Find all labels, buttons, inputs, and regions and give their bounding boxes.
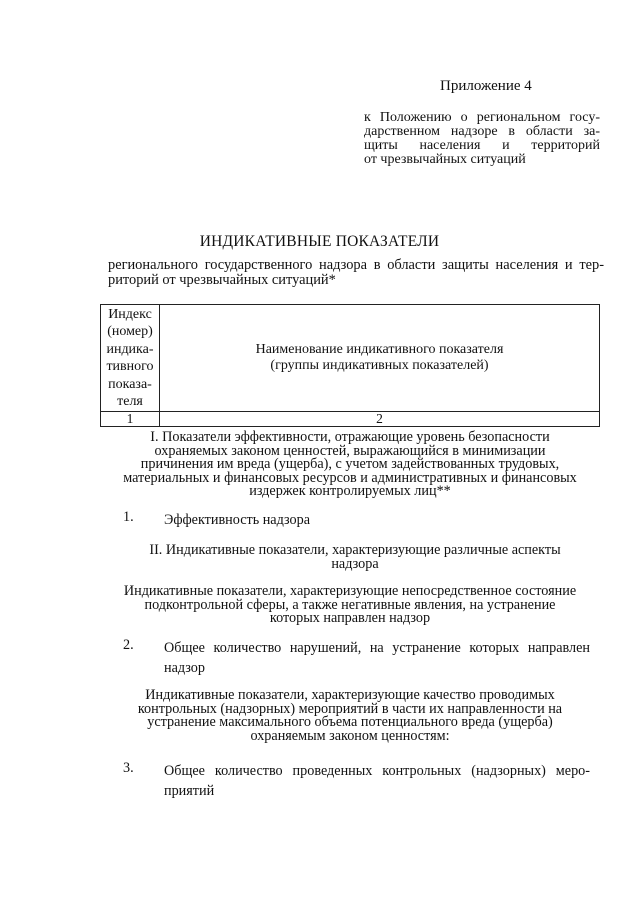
item-number: 3. xyxy=(123,760,134,776)
heading-line: материальных и финансовых ресурсов и административных и финансовых xyxy=(123,469,577,486)
item-number: 2. xyxy=(123,637,134,653)
heading-line: издержек контролируемых лиц** xyxy=(249,483,451,499)
document-title: ИНДИКАТИВНЫЕ ПОКАЗАТЕЛИ xyxy=(199,233,440,250)
column-number-1: 1 xyxy=(101,412,160,427)
header-line: показа- xyxy=(108,376,152,392)
item-text xyxy=(164,510,590,530)
subtitle-line: риторий от чрезвычайных ситуаций* xyxy=(108,272,336,288)
header-line: теля xyxy=(117,394,143,409)
heading-line: которых направлен надзор xyxy=(269,610,431,626)
heading-line: Индикативные показатели, характеризующие непосредственное состояние xyxy=(123,583,577,599)
heading-line: I. Показатели эффективности, отражающие уровень безопасности xyxy=(150,429,550,445)
header-line: Индекс xyxy=(108,306,152,322)
item-text xyxy=(164,761,590,801)
heading-line: контрольных (надзорных) мероприятий в части их направленности на xyxy=(137,700,563,717)
subtitle-line: регионального государственного надзора в области защиты населения и тер- xyxy=(108,257,604,273)
index-column-header xyxy=(101,305,160,412)
heading-line: устранение максимального объема потенциального вреда (ущерба) xyxy=(147,714,553,730)
item-line: Общее количество проведенных контрольных (надзорных) меро- xyxy=(164,763,590,779)
section-1-heading xyxy=(100,431,600,499)
header-line: (группы индикативных показателей) xyxy=(270,358,489,373)
appendix-reference-line: дарственном надзоре в области за- xyxy=(364,124,600,139)
appendix-reference xyxy=(364,111,600,167)
item-text xyxy=(164,638,590,678)
heading-line: подконтрольной сферы, а также негативные явления, на устранение xyxy=(144,596,556,613)
item-line: Общее количество нарушений, на устранение которых направлен xyxy=(164,640,590,656)
column-number-2: 2 xyxy=(160,412,600,427)
appendix-reference-line: от чрезвычайных ситуаций xyxy=(364,152,526,167)
item-line: надзор xyxy=(164,660,205,676)
subsection-1-heading xyxy=(100,585,600,626)
table-number-row xyxy=(101,412,600,427)
indicators-table xyxy=(100,304,600,427)
heading-line: причинения им вреда (ущерба), с учетом задействованных трудовых, xyxy=(140,456,560,472)
header-line: индика- xyxy=(106,341,154,357)
appendix-reference-line: щиты населения и территорий xyxy=(364,138,600,153)
header-line: Наименование индикативного показателя xyxy=(255,342,504,357)
item-line: приятий xyxy=(164,783,215,799)
header-line: (номер) xyxy=(107,324,153,339)
table-header-row xyxy=(101,305,600,412)
heading-line: II. Индикативные показатели, характеризующие различные аспекты xyxy=(149,542,561,558)
item-number: 1. xyxy=(123,509,134,525)
appendix-number: Приложение 4 xyxy=(440,78,532,94)
section-2-heading xyxy=(120,544,590,571)
appendix-reference-line: к Положению о региональном госу- xyxy=(364,110,600,125)
subsection-2-heading xyxy=(100,689,600,743)
heading-line: охраняемым законом ценностям: xyxy=(250,727,450,744)
heading-line: Индикативные показатели, характеризующие качество проводимых xyxy=(145,687,555,703)
heading-line: охраняемых законом ценностей, выражающийся в минимизации xyxy=(154,442,546,459)
heading-line: надзора xyxy=(331,555,379,572)
header-line: тивного xyxy=(106,359,154,374)
item-line: Эффективность надзора xyxy=(164,512,311,528)
name-column-header xyxy=(160,305,600,412)
document-subtitle xyxy=(108,258,604,288)
